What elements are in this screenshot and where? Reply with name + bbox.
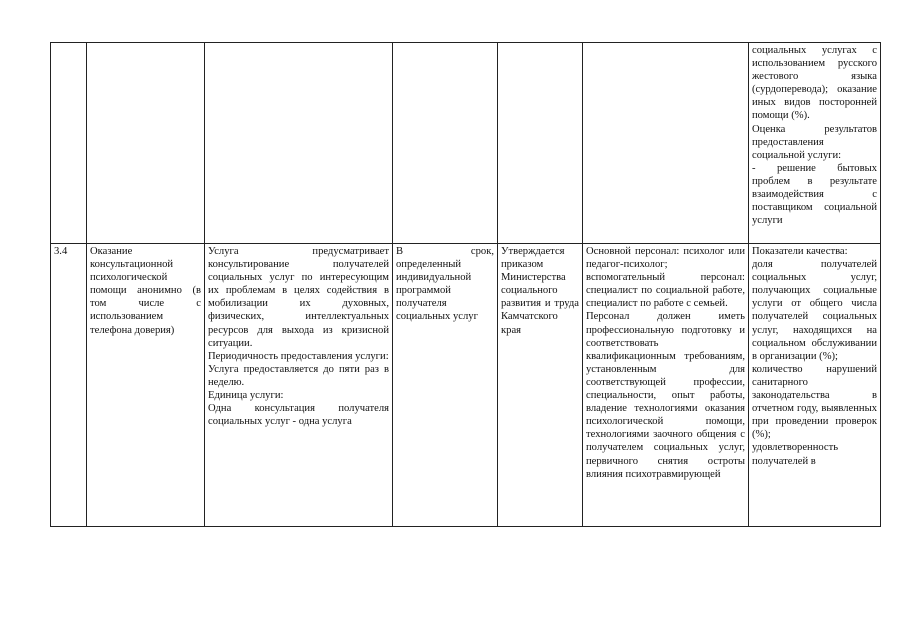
cell-term: В срок, определенный индивидуальной программой получателя социальных услуг — [393, 244, 498, 527]
quality-paragraph: социальных услугах с использованием русского жестового языка (сурдоперевода); оказание иных видов посторонней помощи (%). — [752, 45, 877, 122]
cell-number — [51, 43, 87, 244]
cell-staff — [583, 43, 749, 244]
quality-paragraph: доля получателей социальных услуг, получающих социальные услуги от общего числа получателей социальных услуг, находящихся на социальном обслуживании в организации (%); — [752, 259, 877, 362]
cell-description — [205, 43, 393, 244]
description-paragraph: Услуга предусматривает консультирование получателей социальных услуг по интересующим их проблемам в целях содействия в мобилизации их духовных, физических, интеллектуальных ресурсов для выхода из кризисной ситуации. — [208, 246, 389, 349]
cell-norm: Утверждается приказом Министерства социального развития и труда Камчатского края — [498, 244, 583, 527]
quality-paragraph: удовлетворенность получателей в — [752, 442, 839, 467]
cell-service-name — [87, 43, 205, 244]
cell-number: 3.4 — [51, 244, 87, 527]
staff-paragraph: Персонал должен иметь профессиональную подготовку и соответствовать квалификационным требованиям, установленным для соответствующей профессии, специальности, опыт работы, владение технологиями оказания психологической помощи, технологиями заочного общения с получателем социальных услуг, первичного снятия остроты влияния психотравмирующей — [586, 311, 745, 480]
cell-description — [205, 244, 393, 527]
cell-service-name: Оказание консультационной психологической помощи анонимно (в том числе с использованием телефона доверия) — [87, 244, 205, 527]
description-paragraph: Периодичность предоставления услуги: — [208, 350, 389, 362]
quality-paragraph: количество нарушений санитарного законодательства в отчетном году, выявленных при проведении проверок (%); — [752, 363, 877, 441]
quality-paragraph: Показатели качества: — [752, 246, 848, 257]
staff-paragraph: Основной персонал: психолог или педагог-психолог; вспомогательный персонал: специалист по социальной работе, специалист по работе с семьей. — [586, 246, 745, 310]
table-row — [51, 244, 881, 527]
cell-quality — [749, 43, 881, 244]
description-paragraph: Одна консультация получателя социальных услуг - одна услуга — [208, 403, 389, 428]
quality-paragraph: Оценка результатов предоставления социальной услуги: — [752, 123, 877, 161]
cell-term — [393, 43, 498, 244]
cell-quality — [749, 244, 881, 527]
description-paragraph: Услуга предоставляется до пяти раз в неделю. — [208, 363, 389, 388]
cell-staff — [583, 244, 749, 527]
description-paragraph: Единица услуги: — [208, 390, 284, 402]
table-row — [51, 43, 881, 244]
cell-norm — [498, 43, 583, 244]
services-table — [50, 42, 881, 527]
quality-paragraph: - решение бытовых проблем в результате взаимодействия с поставщиком социальной услуги — [752, 162, 877, 227]
